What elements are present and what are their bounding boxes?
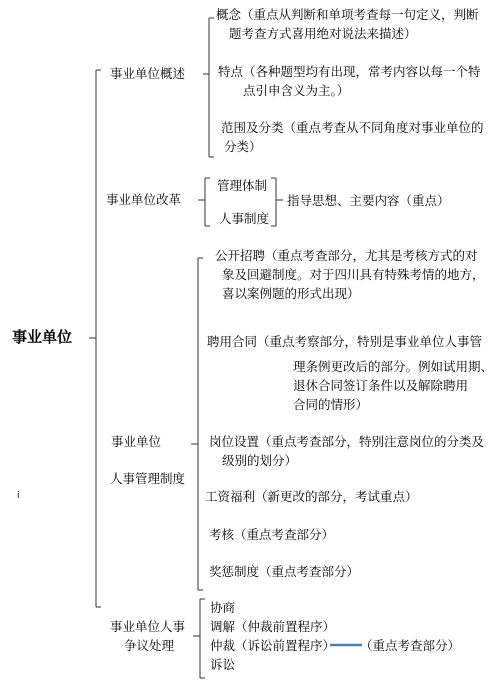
overview-item-concept-line2: 题考查方式喜用绝对说法来描述）	[229, 26, 417, 41]
dispute-item-negotiation: 协商	[210, 600, 236, 615]
reform-item-personnel: 人事制度	[219, 211, 270, 226]
overview-item-scope-line2: 分类）	[224, 139, 262, 154]
marker-text: i	[17, 491, 20, 501]
personnel-item-contract-line2: 理条例更改后的部分。例如试用期、	[293, 359, 494, 374]
dispute-item-mediation: 调解（仲裁前置程序）	[210, 619, 336, 634]
reform-item-management: 管理体制	[217, 178, 268, 193]
personnel-item-contract-line3: 退休合同签订条件以及解除聘用	[293, 378, 469, 393]
personnel-item-recruit-line2: 象及回避制度。对于四川具有特殊考情的地方，	[222, 267, 485, 282]
dispute-label-line2: 争议处理	[124, 638, 175, 653]
personnel-item-salary: 工资福利（新更改的部分，考试重点）	[205, 489, 418, 504]
personnel-item-assessment: 考核（重点考查部分）	[209, 527, 335, 542]
overview-item-concept-line1: 概念（重点从判断和单项考查每一句定义，判断	[216, 7, 479, 22]
root-node: 事业单位	[12, 328, 73, 346]
personnel-item-contract-line4: 合同的情形）	[293, 397, 369, 412]
personnel-item-contract-line1: 聘用合同（重点考察部分，特别是事业单位人事管	[207, 334, 483, 349]
personnel-item-post-line1: 岗位设置（重点考查部分，特别注意岗位的分类及	[209, 434, 485, 449]
overview-item-features-line1: 特点（各种题型均有出现，常考内容以每一个特	[218, 64, 481, 79]
overview-item-features-line2: 点引申含义为主。）	[243, 83, 350, 98]
personnel-label-line1: 事业单位	[111, 434, 162, 449]
overview-item-scope-line1: 范围及分类（重点考查从不同角度对事业单位的	[221, 120, 484, 135]
dispute-label-line1: 事业单位人事	[110, 619, 186, 634]
dispute-item-litigation: 诉讼	[210, 657, 236, 672]
personnel-item-recruit-line3: 喜以案例题的形式出现）	[222, 286, 360, 301]
dispute-note: （重点考查部分）	[360, 638, 461, 653]
personnel-item-post-line2: 级别的划分）	[222, 453, 298, 468]
overview-label: 事业单位概述	[110, 66, 186, 81]
reform-label: 事业单位改革	[106, 192, 182, 207]
personnel-item-recruit-line1: 公开招聘（重点考查部分，尤其是考核方式的对	[215, 248, 478, 263]
dispute-item-arbitration: 仲裁（诉讼前置程序）	[210, 638, 336, 653]
personnel-item-rewards: 奖惩制度（重点考查部分）	[209, 564, 360, 579]
personnel-label-line2: 人事管理制度	[110, 471, 186, 486]
reform-note: 指导思想、主要内容（重点）	[287, 193, 450, 208]
